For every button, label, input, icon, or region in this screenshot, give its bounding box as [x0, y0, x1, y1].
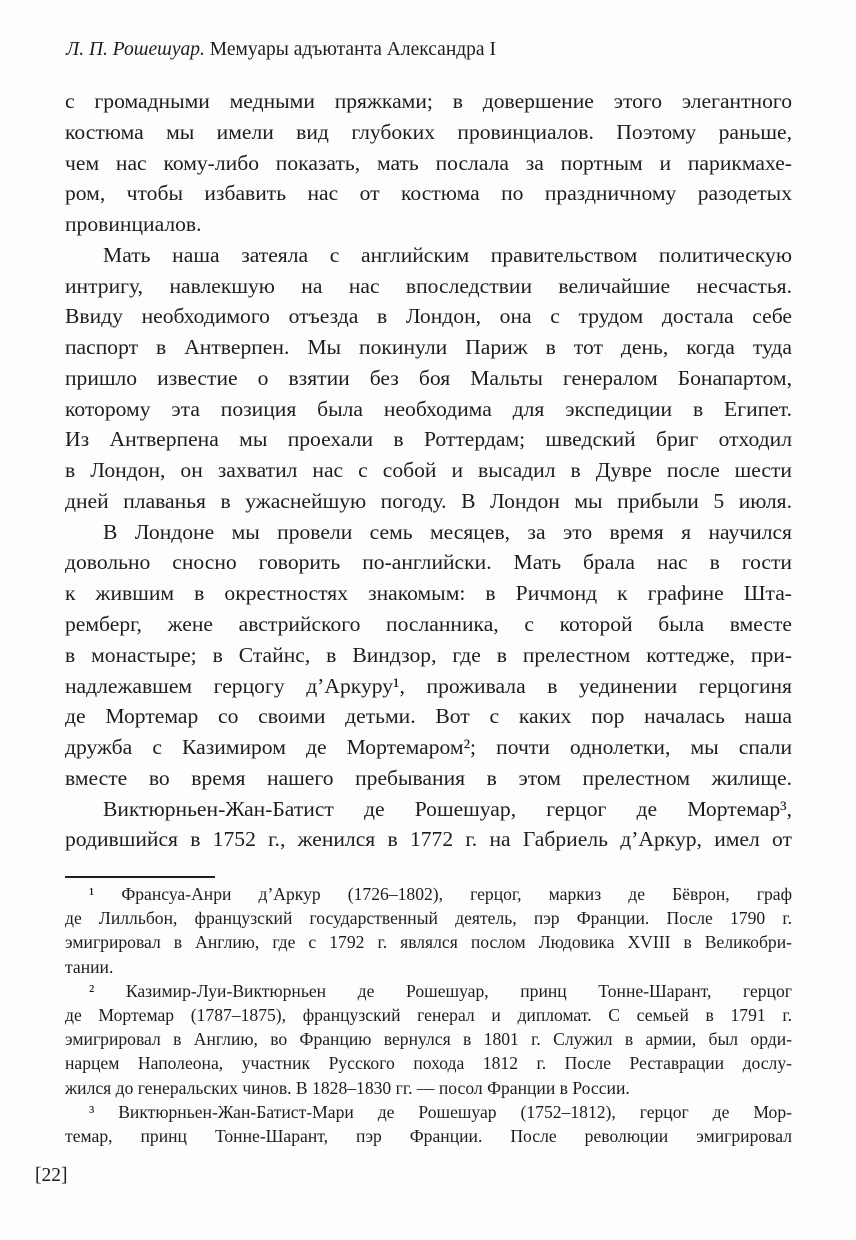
paragraph	[65, 520, 792, 797]
text-line: дружба с Казимиром де Мортемаром²; почти однолетки, мы спали	[65, 735, 792, 760]
text-line: родившийся в 1752 г., женился в 1772 г. на Габриель д’Аркур, имел от	[65, 827, 792, 852]
running-header-author: Л. П. Рошешуар.	[66, 39, 205, 60]
paragraph	[65, 243, 792, 520]
text-line: интригу, навлекшую на нас впоследствии величайшие несчастья.	[65, 273, 792, 298]
running-header	[66, 38, 793, 62]
text-line: с громадными медными пряжками; в довершение этого элегантного	[65, 89, 792, 113]
page-number: [22]	[35, 1165, 68, 1186]
text-line: паспорт в Антверпен. Мы покинули Париж в тот день, когда туда	[65, 335, 792, 360]
footnotes	[65, 884, 792, 1150]
paragraph	[65, 797, 792, 859]
text-line: вместе во время нашего пребывания в этом прелестном жилище.	[65, 765, 792, 790]
text-line: довольно сносно говорить по-английски. Мать брала нас в гости	[65, 550, 792, 575]
paragraph	[65, 89, 792, 243]
text-line: в монастыре; в Стайнс, в Виндзор, где в прелестном коттедже, при-	[65, 642, 792, 667]
text-line: ром, чтобы избавить нас от костюма по праздничному разодетых	[65, 181, 792, 206]
text-line: которому эта позиция была необходима для экспедиции в Египет.	[65, 396, 792, 421]
text-line: ремберг, жене австрийского посланника, с которой была вместе	[65, 612, 792, 637]
text-line: Мать наша затеяла с английским правительством политическую	[103, 242, 792, 267]
text-line: Из Антверпена мы проехали в Роттердам; шведский бриг отходил	[65, 427, 792, 452]
text-line: тании.	[65, 956, 114, 977]
text-line: ¹ Франсуа-Анри д’Аркур (1726–1802), герцог, маркиз де Бёврон, граф	[89, 884, 792, 904]
footnote	[65, 884, 792, 981]
text-line: нарцем Наполеона, участник Русского похода 1812 г. После Реставрации дослу-	[65, 1053, 792, 1074]
text-line: провинциалов.	[65, 212, 202, 237]
text-line: Ввиду необходимого отъезда в Лондон, она с трудом достала себе	[65, 304, 792, 329]
text-line: де Мортемар со своими детьми. Вот с каких пор началась наша	[65, 704, 792, 729]
text-line: костюма мы имели вид глубоких провинциалов. Поэтому раньше,	[65, 119, 792, 144]
text-line: ³ Виктюрньен-Жан-Батист-Мари де Рошешуар (1752–1812), герцог де Мор-	[89, 1101, 792, 1122]
footnote	[65, 981, 792, 1102]
text-line: к жившим в окрестностях знакомым: в Ричмонд к графине Шта-	[65, 581, 792, 606]
text-line: Виктюрньен-Жан-Батист де Рошешуар, герцог де Мортемар³,	[103, 796, 792, 821]
text-line: жился до генеральских чинов. В 1828–1830 гг. — посол Франции в России.	[65, 1077, 630, 1098]
text-line: де Мортемар (1787–1875), французский генерал и дипломат. С семьей в 1791 г.	[65, 1004, 792, 1025]
footnote	[65, 1102, 792, 1150]
text-line: темар, принц Тонне-Шарант, пэр Франции. После революции эмигрировал	[65, 1125, 792, 1146]
text-line: чем нас кому-либо показать, мать послала за портным и парикмахе-	[65, 150, 792, 175]
text-line: де Лилльбон, французский государственный деятель, пэр Франции. После 1790 г.	[65, 908, 792, 929]
text-line: эмигрировал в Англию, где с 1792 г. являлся послом Людовика XVIII в Великобри-	[65, 932, 792, 953]
text-line: дней плаванья в ужаснейшую погоду. В Лондон мы прибыли 5 июля.	[65, 488, 792, 513]
running-header-title: Мемуары адъютанта Александра I	[209, 39, 496, 60]
text-line: В Лондоне мы провели семь месяцев, за это время я научился	[103, 519, 792, 544]
footnote-separator	[65, 876, 215, 878]
text-line: пришло известие о взятии без боя Мальты генералом Бонапартом,	[65, 365, 792, 390]
text-line: в Лондон, он захватил нас с собой и высадил в Дувре после шести	[65, 458, 792, 483]
text-line: ² Казимир-Луи-Виктюрньен де Рошешуар, принц Тонне-Шарант, герцог	[89, 980, 792, 1001]
text-line: надлежавшем герцогу д’Аркуру¹, проживала в уединении герцогиня	[65, 673, 792, 698]
body-text	[65, 89, 792, 858]
text-line: эмигрировал в Англию, во Францию вернулся в 1801 г. Служил в армии, был орди-	[65, 1029, 792, 1050]
